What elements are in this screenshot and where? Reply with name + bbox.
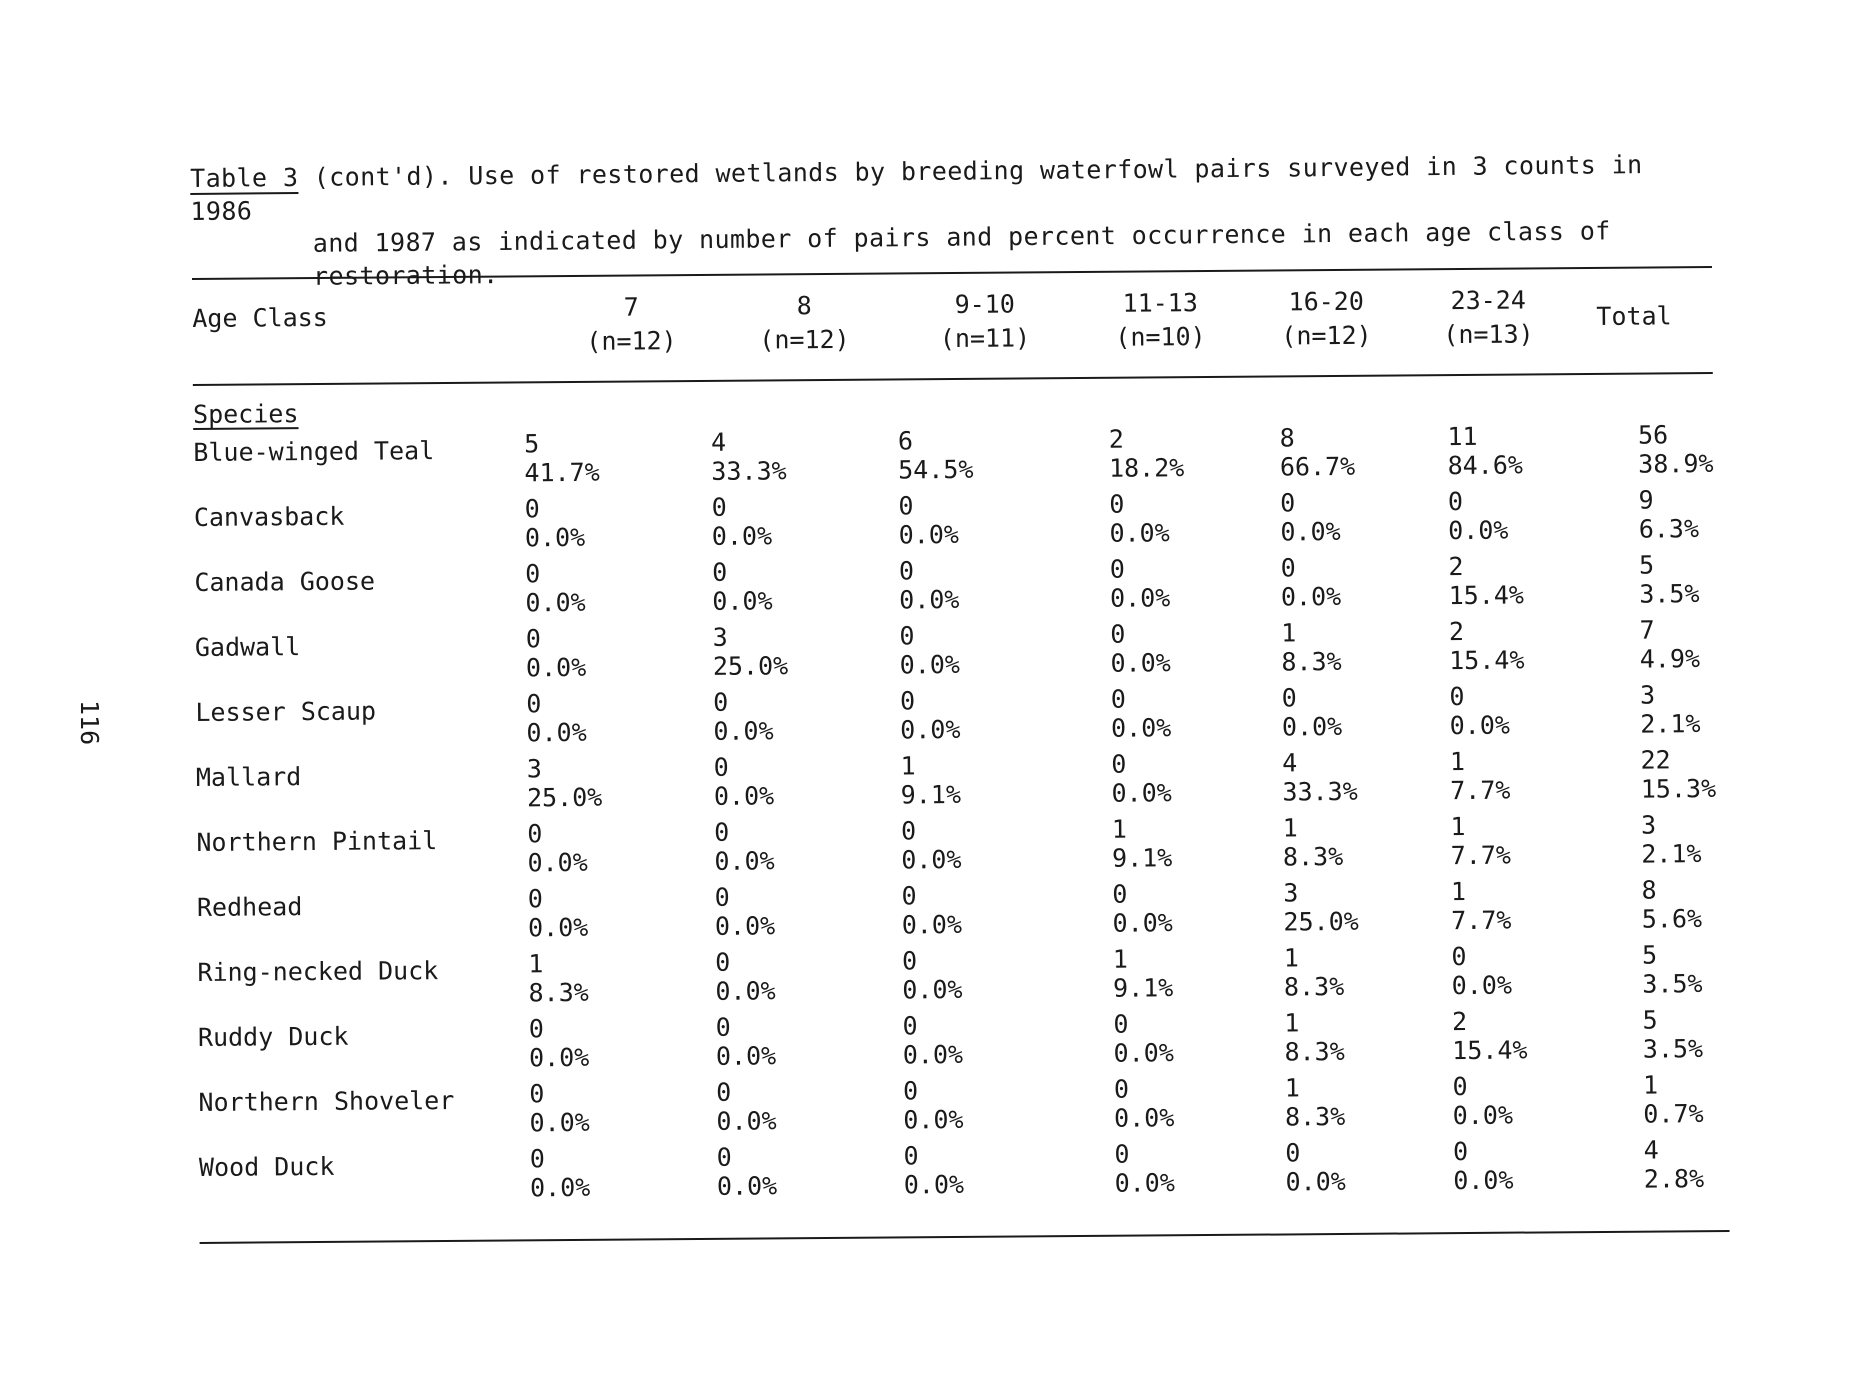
table-cell xyxy=(510,883,677,949)
caption-table-number: Table 3 xyxy=(190,162,299,193)
pair-count: 0 xyxy=(716,1142,732,1172)
percent-occurrence: 0.0% xyxy=(898,519,960,550)
table-row xyxy=(197,875,1717,952)
pair-count: 1 xyxy=(1284,1008,1300,1038)
pair-count: 0 xyxy=(527,819,543,849)
pair-count: 0 xyxy=(902,1011,918,1041)
table-row xyxy=(199,1135,1719,1212)
pair-count: 7 xyxy=(1639,615,1655,645)
percent-occurrence: 0.0% xyxy=(1112,908,1173,938)
percent-occurrence: 66.7% xyxy=(1279,451,1356,482)
table-cell xyxy=(676,752,871,819)
percent-occurrence: 0.0% xyxy=(716,1106,777,1136)
percent-occurrence: 18.2% xyxy=(1108,453,1185,483)
table-cell xyxy=(1427,681,1592,747)
pair-count: 4 xyxy=(1643,1135,1659,1165)
percent-occurrence: 0.0% xyxy=(1110,648,1171,678)
table-cell xyxy=(1594,940,1718,1006)
percent-occurrence: 0.0% xyxy=(901,844,962,875)
total-header: Total xyxy=(1596,301,1672,331)
percent-occurrence: 2.1% xyxy=(1641,839,1702,869)
table-cell xyxy=(1064,1139,1263,1206)
table-cell xyxy=(508,623,675,689)
species-name: Gadwall xyxy=(194,632,301,662)
species-name: Redhead xyxy=(196,892,303,922)
table-cell xyxy=(1061,684,1260,751)
species-name: Canada Goose xyxy=(194,566,376,597)
pair-count: 0 xyxy=(1109,489,1125,519)
table-cell xyxy=(511,1078,678,1144)
percent-occurrence: 15.4% xyxy=(1449,645,1525,676)
pair-count: 3 xyxy=(712,622,728,652)
table-cell xyxy=(1590,485,1714,551)
percent-occurrence: 3.5% xyxy=(1639,579,1700,609)
percent-occurrence: 0.0% xyxy=(1452,1100,1514,1131)
pair-count: 22 xyxy=(1640,745,1671,775)
percent-occurrence: 8.3% xyxy=(528,977,589,1008)
table-cell xyxy=(677,947,872,1014)
table-cell xyxy=(512,1143,679,1209)
percent-occurrence: 25.0% xyxy=(712,651,789,681)
percent-occurrence: 0.0% xyxy=(528,1042,590,1073)
percent-occurrence: 0.0% xyxy=(903,1104,964,1135)
table-cell xyxy=(1429,941,1594,1007)
pair-count: 9 xyxy=(1638,485,1654,515)
table-cell xyxy=(677,882,872,949)
table-cell xyxy=(1059,424,1258,491)
table-cell xyxy=(675,687,870,754)
percent-occurrence: 0.0% xyxy=(902,974,963,1005)
table-cell xyxy=(511,1013,678,1079)
table-cell xyxy=(674,557,869,624)
percent-occurrence: 0.0% xyxy=(714,911,776,941)
percent-occurrence: 0.0% xyxy=(1449,710,1511,741)
percent-occurrence: 9.1% xyxy=(900,779,962,810)
table-cell xyxy=(1426,551,1591,617)
percent-occurrence: 5.6% xyxy=(1641,904,1703,934)
table-cell xyxy=(508,688,675,754)
table-row xyxy=(194,485,1714,562)
pair-count: 1 xyxy=(1450,877,1467,907)
percent-occurrence: 0.0% xyxy=(526,717,587,748)
percent-occurrence: 0.0% xyxy=(529,1107,590,1138)
column-header: 23-24 (n=13) xyxy=(1443,285,1534,350)
pair-count: 2 xyxy=(1448,617,1465,647)
pair-count: 0 xyxy=(902,1076,919,1106)
species-name: Canvasback xyxy=(193,501,345,532)
table-row xyxy=(196,810,1716,887)
table-cell xyxy=(868,490,1059,556)
percent-occurrence: 15.4% xyxy=(1452,1035,1528,1066)
pair-count: 0 xyxy=(898,556,915,586)
species-name: Northern Shoveler xyxy=(198,1085,455,1117)
percent-occurrence: 0.0% xyxy=(1113,1038,1174,1068)
table-cell xyxy=(869,620,1060,686)
pair-count: 2 xyxy=(1108,424,1124,454)
pair-count: 0 xyxy=(1452,1072,1468,1102)
pair-count: 0 xyxy=(525,559,541,589)
column-header: 7 (n=12) xyxy=(586,292,677,356)
percent-occurrence: 7.7% xyxy=(1450,775,1511,806)
table-cell xyxy=(1063,944,1262,1011)
percent-occurrence: 2.8% xyxy=(1643,1164,1705,1194)
pair-count: 1 xyxy=(528,949,544,979)
percent-occurrence: 0.0% xyxy=(713,716,774,746)
table-cell xyxy=(1591,550,1715,616)
pair-count: 1 xyxy=(1111,814,1128,844)
pair-count: 4 xyxy=(711,427,727,457)
pair-count: 1 xyxy=(1112,944,1129,974)
table-cell xyxy=(1427,616,1592,682)
percent-occurrence: 84.6% xyxy=(1447,450,1524,481)
percent-occurrence: 0.0% xyxy=(715,976,776,1006)
percent-occurrence: 4.9% xyxy=(1639,644,1701,674)
percent-occurrence: 0.0% xyxy=(711,521,773,551)
table-row xyxy=(196,745,1716,822)
table-cell xyxy=(870,750,1061,816)
pair-count: 1 xyxy=(1643,1070,1659,1100)
species-name: Wood Duck xyxy=(198,1151,335,1182)
percent-occurrence: 0.0% xyxy=(525,652,587,683)
pair-count: 0 xyxy=(529,1079,545,1109)
table-cell xyxy=(1259,617,1427,683)
table-cell xyxy=(1428,746,1593,812)
table-cell xyxy=(1430,1071,1595,1137)
pair-count: 0 xyxy=(714,817,730,847)
table-cell xyxy=(1260,747,1428,813)
pair-count: 0 xyxy=(712,557,728,587)
pair-count: 0 xyxy=(1110,619,1126,649)
pair-count: 0 xyxy=(1449,682,1465,712)
pair-count: 0 xyxy=(1281,683,1297,713)
table-cell xyxy=(1259,552,1427,618)
table-cell xyxy=(872,1010,1063,1076)
pair-count: 4 xyxy=(1282,748,1298,778)
pair-count: 6 xyxy=(897,426,914,456)
pair-count: 0 xyxy=(1451,942,1467,972)
pair-count: 0 xyxy=(1447,487,1464,517)
data-table xyxy=(192,282,1712,362)
table-cell xyxy=(1592,680,1716,746)
percent-occurrence: 0.0% xyxy=(527,847,588,878)
pair-count: 3 xyxy=(1640,810,1657,840)
column-header: 16-20 (n=12) xyxy=(1281,286,1372,351)
species-name: Lesser Scaup xyxy=(195,696,377,727)
percent-occurrence: 0.0% xyxy=(712,586,773,616)
percent-occurrence: 0.0% xyxy=(1448,515,1509,546)
pair-count: 0 xyxy=(1109,554,1125,584)
percent-occurrence: 33.3% xyxy=(1282,776,1358,807)
table-cell xyxy=(1428,811,1593,877)
percent-occurrence: 8.3% xyxy=(1282,841,1344,872)
table-cell xyxy=(673,427,868,494)
table-cell xyxy=(1261,812,1429,878)
pair-count: 0 xyxy=(715,1012,731,1042)
table-cell xyxy=(1431,1136,1596,1202)
percent-occurrence: 9.1% xyxy=(1112,973,1174,1003)
table-row xyxy=(193,420,1713,497)
table-cell xyxy=(1060,554,1259,621)
pair-count: 5 xyxy=(1642,1005,1658,1035)
table-cell xyxy=(679,1142,874,1209)
table-row xyxy=(195,615,1715,692)
percent-occurrence: 0.0% xyxy=(1114,1168,1175,1198)
percent-occurrence: 7.7% xyxy=(1450,840,1512,871)
table-cell xyxy=(1263,1137,1431,1203)
table-cell xyxy=(1262,942,1430,1008)
table-cell xyxy=(676,817,871,884)
pair-count: 5 xyxy=(524,429,540,459)
percent-occurrence: 41.7% xyxy=(524,457,600,488)
percent-occurrence: 0.0% xyxy=(1280,581,1342,612)
pair-count: 0 xyxy=(527,884,543,914)
table-cell xyxy=(678,1077,873,1144)
table-cell xyxy=(507,493,674,559)
percent-occurrence: 0.0% xyxy=(902,1039,964,1070)
pair-count: 0 xyxy=(714,882,730,912)
table-cell xyxy=(1062,879,1261,946)
pair-count: 0 xyxy=(716,1077,732,1107)
percent-occurrence: 0.0% xyxy=(1113,1103,1175,1133)
pair-count: 0 xyxy=(901,946,918,976)
caption-line-2: and 1987 as indicated by number of pairs and percent occurrence in each age class of restoration. xyxy=(312,216,1611,291)
pair-count: 0 xyxy=(1452,1137,1469,1167)
table-cell xyxy=(674,492,869,559)
table-cell xyxy=(1593,810,1717,876)
age-class-header: Age Class xyxy=(192,302,328,333)
pair-count: 0 xyxy=(1110,684,1126,714)
percent-occurrence: 7.7% xyxy=(1451,905,1512,936)
pair-count: 3 xyxy=(1283,878,1299,908)
pair-count: 0 xyxy=(713,687,729,717)
table-cell xyxy=(1258,487,1426,553)
percent-occurrence: 0.0% xyxy=(1109,518,1170,548)
column-header: 8 (n=12) xyxy=(759,291,850,355)
table-cell xyxy=(509,753,676,819)
pair-count: 0 xyxy=(1280,488,1296,518)
percent-occurrence: 8.3% xyxy=(1284,1036,1345,1067)
pair-count: 56 xyxy=(1637,420,1669,450)
percent-occurrence: 0.0% xyxy=(529,1172,591,1203)
table-cell xyxy=(1261,877,1429,943)
pair-count: 3 xyxy=(526,754,542,784)
table-cell xyxy=(1594,1005,1718,1071)
percent-occurrence: 0.0% xyxy=(1111,778,1172,808)
species-name: Blue-winged Teal xyxy=(193,436,435,467)
table-cell xyxy=(1595,1070,1719,1136)
pair-count: 0 xyxy=(899,686,916,716)
percent-occurrence: 0.0% xyxy=(527,912,589,943)
pair-count: 0 xyxy=(1113,1074,1130,1104)
pair-count: 5 xyxy=(1641,940,1658,970)
percent-occurrence: 33.3% xyxy=(711,456,787,486)
table-cell xyxy=(510,948,677,1014)
pair-count: 0 xyxy=(900,816,917,846)
table-cell xyxy=(1590,420,1714,486)
table-cell xyxy=(1059,489,1258,556)
percent-occurrence: 0.0% xyxy=(714,846,775,876)
pair-count: 1 xyxy=(1450,812,1466,842)
pair-count: 0 xyxy=(901,881,917,911)
table-cell xyxy=(868,425,1059,491)
percent-occurrence: 9.1% xyxy=(1111,843,1173,873)
percent-occurrence: 6.3% xyxy=(1638,514,1700,544)
table-cell xyxy=(869,555,1060,621)
percent-occurrence: 0.7% xyxy=(1643,1099,1704,1129)
pair-count: 1 xyxy=(900,751,916,781)
bottom-rule xyxy=(200,1230,1730,1244)
percent-occurrence: 0.0% xyxy=(1453,1165,1514,1196)
percent-occurrence: 15.3% xyxy=(1640,774,1717,804)
table-cell xyxy=(1062,814,1261,881)
table-cell xyxy=(1063,1009,1262,1076)
header-row xyxy=(192,282,1712,362)
percent-occurrence: 15.4% xyxy=(1448,580,1525,611)
table-row xyxy=(197,940,1717,1017)
table-cell xyxy=(1064,1074,1263,1141)
table-cell xyxy=(1061,749,1260,816)
table-cell xyxy=(872,945,1063,1011)
pair-count: 11 xyxy=(1447,421,1478,452)
percent-occurrence: 0.0% xyxy=(899,584,960,615)
pair-count: 0 xyxy=(528,1014,544,1044)
table-cell xyxy=(1593,875,1717,941)
percent-occurrence: 0.0% xyxy=(1109,583,1171,613)
pair-count: 1 xyxy=(1282,813,1298,843)
pair-count: 3 xyxy=(1639,680,1656,710)
table-cell xyxy=(1262,1007,1430,1073)
table-cell xyxy=(871,880,1062,946)
percent-occurrence: 0.0% xyxy=(713,781,775,811)
table-cell xyxy=(1596,1135,1720,1201)
table-cell xyxy=(1258,422,1426,488)
table-cell xyxy=(1429,876,1594,942)
pair-count: 0 xyxy=(526,689,542,719)
pair-count: 0 xyxy=(1112,879,1128,909)
table-cell xyxy=(675,622,870,689)
pair-count: 0 xyxy=(713,752,729,782)
percent-occurrence: 8.3% xyxy=(1284,1101,1346,1132)
percent-occurrence: 0.0% xyxy=(1285,1166,1346,1197)
waterfowl-table xyxy=(192,266,1720,1244)
pair-count: 2 xyxy=(1451,1007,1468,1037)
data-table-body xyxy=(193,374,1719,1212)
pair-count: 1 xyxy=(1281,618,1297,648)
pair-count: 2 xyxy=(1448,552,1464,582)
percent-occurrence: 0.0% xyxy=(715,1041,777,1071)
percent-occurrence: 0.0% xyxy=(1281,711,1343,742)
column-header: 11-13 (n=10) xyxy=(1115,288,1206,352)
table-cell xyxy=(506,428,673,494)
table-row xyxy=(198,1070,1718,1147)
pair-count: 0 xyxy=(1111,749,1127,779)
pair-count: 1 xyxy=(1284,1073,1300,1103)
table-row xyxy=(198,1005,1718,1082)
species-name: Northern Pintail xyxy=(196,826,438,857)
table-cell xyxy=(1592,745,1716,811)
pair-count: 1 xyxy=(1283,943,1299,973)
caption-line-1: (cont'd). Use of restored wetlands by breeding waterfowl pairs surveyed in 3 counts in 1986 xyxy=(190,150,1643,226)
percent-occurrence: 2.1% xyxy=(1640,709,1701,739)
pair-count: 0 xyxy=(1114,1139,1130,1169)
pair-count: 1 xyxy=(1449,747,1466,777)
percent-occurrence: 0.0% xyxy=(900,714,961,745)
percent-occurrence: 0.0% xyxy=(524,522,586,553)
table-cell xyxy=(1260,682,1428,748)
pair-count: 8 xyxy=(1279,423,1295,453)
column-header: 9-10 (n=11) xyxy=(939,289,1031,354)
table-cell xyxy=(1591,615,1715,681)
table-row xyxy=(194,550,1714,627)
percent-occurrence: 0.0% xyxy=(901,909,963,940)
pair-count: 0 xyxy=(1113,1009,1129,1039)
table-cell xyxy=(1425,421,1590,487)
pair-count: 5 xyxy=(1638,550,1655,580)
table-cell xyxy=(509,818,676,884)
pair-count: 0 xyxy=(903,1141,919,1171)
percent-occurrence: 0.0% xyxy=(716,1171,778,1201)
species-name: Ruddy Duck xyxy=(197,1021,349,1052)
pair-count: 0 xyxy=(711,492,727,522)
pair-count: 0 xyxy=(898,491,914,521)
percent-occurrence: 0.0% xyxy=(1110,713,1172,743)
species-name: Ring-necked Duck xyxy=(197,956,439,987)
pair-count: 0 xyxy=(1280,553,1296,583)
table-cell xyxy=(873,1140,1064,1206)
table-cell xyxy=(870,685,1061,751)
percent-occurrence: 54.5% xyxy=(898,454,974,485)
pair-count: 8 xyxy=(1641,875,1657,905)
table-cell xyxy=(678,1012,873,1079)
pair-count: 0 xyxy=(525,624,541,654)
table-cell xyxy=(871,815,1062,881)
table-cell xyxy=(1430,1006,1595,1072)
pair-count: 0 xyxy=(1285,1138,1301,1168)
pair-count: 0 xyxy=(524,494,540,524)
pair-count: 0 xyxy=(899,621,915,651)
percent-occurrence: 0.0% xyxy=(899,649,961,680)
table-cell xyxy=(507,558,674,624)
percent-occurrence: 3.5% xyxy=(1642,969,1703,999)
percent-occurrence: 0.0% xyxy=(903,1169,965,1200)
percent-occurrence: 38.9% xyxy=(1638,449,1714,479)
percent-occurrence: 25.0% xyxy=(1283,906,1359,937)
pair-count: 0 xyxy=(715,947,731,977)
pair-count: 0 xyxy=(529,1144,546,1174)
species-name: Mallard xyxy=(195,762,302,792)
table-row xyxy=(195,680,1715,757)
table-cell xyxy=(873,1075,1064,1141)
percent-occurrence: 0.0% xyxy=(1451,970,1513,1001)
percent-occurrence: 25.0% xyxy=(526,782,603,813)
table-cell xyxy=(1060,619,1259,686)
percent-occurrence: 8.3% xyxy=(1281,646,1342,677)
page-number: 116 xyxy=(75,700,104,746)
percent-occurrence: 0.0% xyxy=(1280,516,1341,547)
table-cell xyxy=(1426,486,1591,552)
percent-occurrence: 3.5% xyxy=(1642,1034,1704,1064)
percent-occurrence: 0.0% xyxy=(525,587,586,618)
species-label: Species xyxy=(192,399,299,429)
percent-occurrence: 8.3% xyxy=(1283,971,1345,1002)
table-cell xyxy=(1263,1072,1431,1138)
